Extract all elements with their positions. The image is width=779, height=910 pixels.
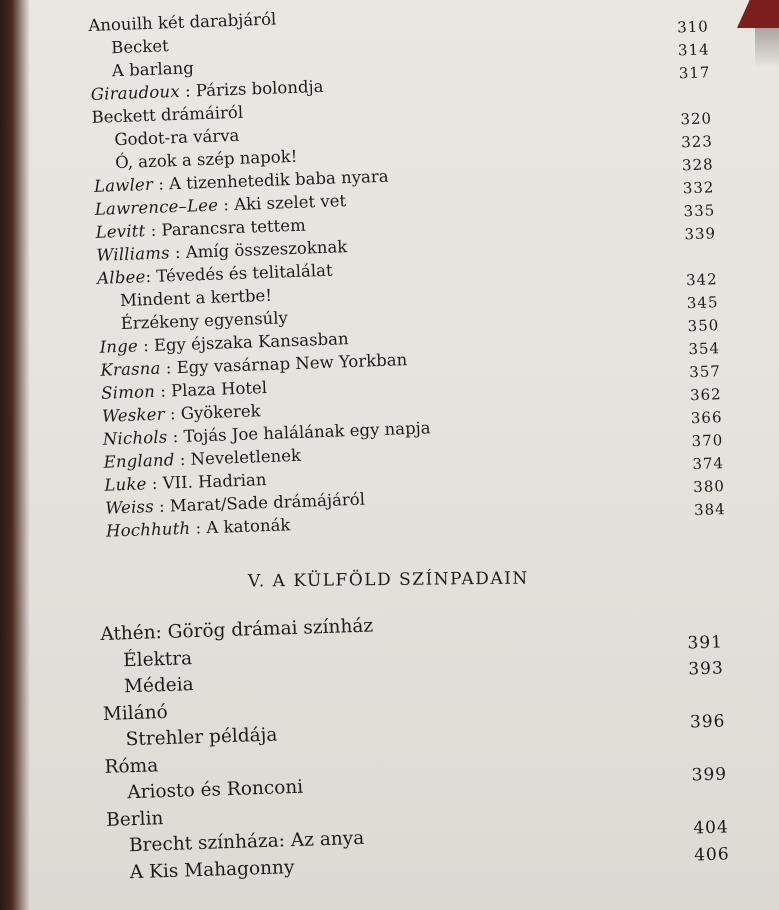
toc-entry-title: : Tojás Joe halálának egy napja — [167, 418, 431, 447]
toc-entry-title: Milánó — [102, 701, 169, 725]
toc-entry-page-number: 366 — [690, 408, 723, 428]
toc-entry-title: : Neveletlenek — [174, 445, 302, 470]
toc-entry-page-number: 380 — [692, 477, 726, 497]
toc-entry-title: Ariosto és Ronconi — [127, 776, 304, 804]
toc-entry-page-number: 332 — [682, 178, 715, 198]
toc-entry-title: Strehler példája — [125, 724, 278, 751]
toc-entry-title: : A tizenhetedik baba nyara — [152, 166, 389, 194]
toc-entry-page-number: 320 — [680, 109, 713, 129]
toc-entry-page-number: 342 — [685, 270, 718, 290]
toc-entry-author: Lawler — [93, 174, 154, 196]
book-cover-corner — [737, 0, 779, 28]
toc-entry-title: : Gyökerek — [164, 401, 261, 424]
toc-lower-list — [100, 602, 730, 886]
toc-entry-author: Albee — [96, 267, 146, 288]
toc-entry-title: drámáiról — [155, 102, 244, 125]
toc-entry-page-number: 404 — [693, 817, 730, 839]
toc-entry-page-number: 323 — [680, 132, 714, 152]
toc-entry-title: : Aki szelet vet — [217, 191, 347, 215]
toc-entry-page-number: 354 — [688, 339, 721, 359]
toc-entry-page-number: 317 — [678, 63, 711, 83]
toc-entry-title: : A katonák — [189, 515, 291, 538]
toc-entry-author: Levitt — [95, 221, 146, 242]
toc-entry-page-number: 391 — [687, 631, 724, 654]
toc-entry-title: Médeia — [123, 674, 194, 698]
toc-entry-page-number: 357 — [688, 362, 722, 382]
toc-entry-author: Wesker — [101, 404, 166, 426]
toc-entry-page-number: 345 — [686, 293, 719, 313]
toc-entry-title: : Párizs bolondja — [179, 76, 324, 101]
toc-entry-title: A Kis Mahagonny — [129, 856, 295, 883]
toc-entry-page-number: 399 — [691, 764, 728, 786]
toc-entry-title: Berlin — [105, 807, 164, 831]
toc-entry-page-number: 310 — [676, 17, 710, 37]
section-heading: V. A KÜLFÖLD SZÍNPADAIN — [247, 568, 529, 592]
toc-entry-title: : Marat/Sade drámájáról — [153, 489, 366, 516]
toc-entry-author: England — [103, 450, 175, 472]
toc-entry-title: Brecht színháza: Az anya — [128, 827, 365, 857]
toc-entry-author: Williams — [96, 243, 171, 265]
toc-entry-page-number: 393 — [688, 658, 725, 680]
toc-entry-title: két darabjáról — [152, 9, 277, 33]
toc-entry-title: Mindent a kertbe! — [119, 285, 273, 311]
toc-entry-page-number: 406 — [693, 843, 730, 865]
toc-entry-title: Érzékeny egyensúly — [120, 308, 289, 334]
toc-entry-title: Godot-ra várva — [114, 125, 240, 150]
toc-entry-page-number: 374 — [692, 454, 725, 474]
toc-entry-author: Nichols — [102, 427, 168, 449]
toc-entry-title: : VII. Hadrian — [146, 470, 267, 494]
toc-entry-author: Giraudoux — [90, 81, 181, 104]
toc-entry-author: Anouilh — [88, 13, 153, 35]
toc-entry-author: Inge — [99, 336, 139, 357]
toc-entry-title: Róma — [104, 754, 159, 778]
book-spine-shadow — [0, 0, 30, 910]
toc-entry-page-number: 384 — [693, 500, 726, 520]
toc-entry-page-number: 370 — [691, 431, 724, 451]
toc-upper-list — [88, 0, 726, 543]
toc-entry-title: A barlang — [111, 58, 195, 81]
toc-entry-author: Krasna — [100, 358, 161, 380]
toc-entry-title: : Plaza Hotel — [154, 377, 268, 401]
toc-entry-title: Athén: Görög drámai színház — [100, 615, 374, 645]
toc-entry-title: : Egy vasárnap New Yorkban — [160, 350, 408, 378]
toc-entry-page-number: 339 — [684, 224, 717, 244]
toc-entry-author: Luke — [104, 474, 147, 495]
toc-entry-page-number: 328 — [681, 155, 714, 175]
toc-entry-title: Becket — [110, 36, 170, 58]
toc-entry-author: Hochhuth — [105, 518, 191, 541]
cover-shadow — [755, 28, 779, 68]
toc-entry-title: : Egy éjszaka Kansasban — [137, 329, 349, 356]
toc-entry-author: Lawrence–Lee — [94, 195, 219, 219]
toc-entry-title: : Parancsra tettem — [145, 215, 306, 241]
toc-entry-page-number: 396 — [689, 711, 726, 733]
toc-entry-page-number: 350 — [687, 316, 720, 336]
toc-entry-title: : Amíg összeszoknak — [169, 237, 348, 263]
toc-entry-title: : Tévedés és telitalálat — [145, 260, 333, 287]
toc-entry-page-number: 362 — [689, 385, 722, 405]
toc-entry-page-number: 335 — [683, 201, 716, 221]
toc-entry-author: Weiss — [104, 497, 155, 518]
toc-entry-title: Ó, azok a szép napok! — [114, 146, 298, 173]
toc-entry-author: Simon — [100, 381, 156, 403]
toc-entry-page-number: 314 — [677, 40, 710, 60]
toc-entry-author: Beckett — [91, 105, 157, 127]
toc-entry-title: Élektra — [122, 647, 193, 671]
